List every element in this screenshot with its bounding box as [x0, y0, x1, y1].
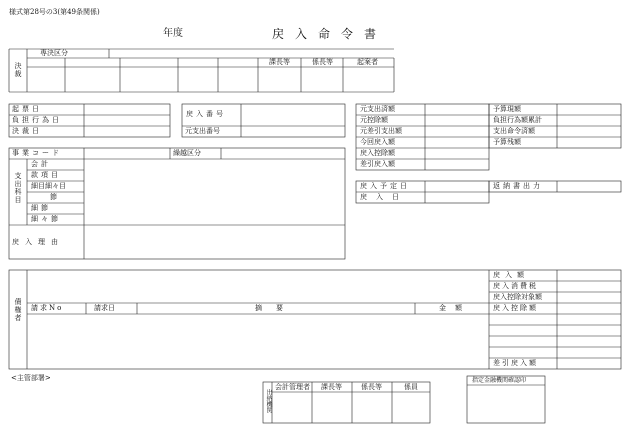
shutsuno-col-label: 会計管理者: [275, 383, 310, 391]
kian-date-label: 起票日: [12, 105, 42, 113]
creditor-side-label: 債権者: [14, 298, 22, 322]
shutsuno-col-label: 係長等: [361, 383, 382, 391]
shutsuno-side-label: 出納機関: [265, 389, 272, 413]
budget-label: 予算現額: [493, 105, 521, 113]
yotei-date-label: 戻入予定日: [360, 182, 410, 190]
kakarichou-label: 係長等: [312, 58, 333, 66]
summary-label: 戻入額: [493, 271, 529, 279]
summary-label: 戻入消費税: [493, 282, 538, 290]
modoshi-riyuu-label: 戻入理由: [12, 238, 64, 246]
form-number: 様式第28号の3(第49条関係): [9, 8, 100, 16]
col-header: 請求日: [94, 304, 115, 312]
amount-label: 元支出済額: [360, 105, 395, 113]
approval-side-label: 決裁: [14, 62, 22, 78]
jigyo-code-label: 事業コード: [12, 149, 62, 157]
summary-label: 戻入控除対象額: [493, 293, 542, 301]
senketsu-label: 専決区分: [40, 49, 68, 57]
bank-confirm-label: 指定金融機関確認印: [472, 377, 527, 384]
col-header: 摘要: [255, 304, 297, 312]
amount-label: 差引戻入額: [360, 160, 395, 168]
amount-label: 今回戻入額: [360, 138, 395, 146]
shutsuno-col-label: 係員: [404, 383, 418, 391]
col-header: 金額: [439, 304, 471, 312]
amount-label: 戻入控除額: [360, 149, 395, 157]
summary-label: 差引戻入額: [493, 359, 538, 367]
kamoku-item-label: 会計: [31, 160, 51, 168]
budget-label: 予算残額: [493, 138, 521, 146]
kamoku-item-label: 款項目: [31, 171, 61, 179]
budget-label: 負担行為額累計: [493, 116, 542, 124]
shishutsu-kamoku-side-label: 支出科目: [14, 172, 22, 204]
kurikoshi-label: 繰越区分: [173, 149, 201, 157]
kessai-date-label: 決裁日: [12, 127, 42, 135]
kamoku-item-label: 細々節: [31, 215, 61, 223]
kamoku-item-label: 節: [50, 193, 57, 201]
budget-label: 支出命令済額: [493, 127, 535, 135]
modoshi-number-label: 戻入番号: [186, 110, 226, 118]
shutsuno-col-label: 課長等: [321, 383, 342, 391]
fiscal-year-label: 年度: [163, 28, 183, 39]
amount-label: 元控除額: [360, 116, 388, 124]
modoshi-date-label: 戻入日: [360, 193, 408, 201]
kachou-label: 課長等: [269, 58, 290, 66]
col-header: 請求No: [31, 304, 64, 312]
henno-output-label: 返納書出力: [493, 182, 543, 190]
kian-label: 起案者: [357, 58, 378, 66]
moto-shishutsu-number-label: 元支出番号: [185, 127, 220, 135]
kamoku-item-label: 細節: [31, 204, 51, 212]
summary-label: 戻入控除額: [493, 304, 538, 312]
amount-label: 元差引支出額: [360, 127, 402, 135]
kamoku-item-label: 細目細々目: [31, 182, 66, 190]
page-title: 戻入命令書: [272, 27, 388, 41]
shukan-busho-label: <主管部署>: [11, 374, 51, 382]
futan-date-label: 負担行為日: [12, 116, 62, 124]
